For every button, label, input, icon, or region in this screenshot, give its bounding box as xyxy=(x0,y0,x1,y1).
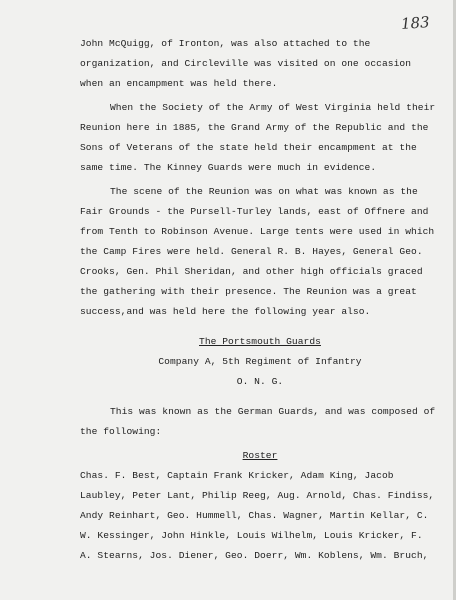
page-number: 183 xyxy=(400,13,431,33)
roster-intro: This was known as the German Guards, and was composed of the following: xyxy=(80,406,436,437)
company-line: Company A, 5th Regiment of Infantry xyxy=(158,356,362,367)
section-title xyxy=(80,332,440,352)
org-line: O. N. G. xyxy=(236,376,284,387)
roster-heading-text: Roster xyxy=(242,450,278,461)
section-title-text: The Portsmouth Guards xyxy=(199,336,321,347)
roster-heading xyxy=(80,446,440,466)
paragraph-2: When the Society of the Army of West Virginia held their Reunion here in 1885, the Grand Army of the Republic and the Sons of Veterans of the state held their encampment at the same time. The Kinney Guards were much in evidence. xyxy=(80,102,436,173)
document-body xyxy=(80,34,440,566)
paragraph-1: John McQuigg, of Ironton, was also attached to the organization, and Circleville was visited on one occasion when an encampment was held there. xyxy=(80,38,412,89)
roster-names: Chas. F. Best, Captain Frank Kricker, Adam King, Jacob Laubley, Peter Lant, Philip Reeg, Aug. Arnold, Chas. Findiss, Andy Reinhart, Geo. Hummell, Chas. Wagner, Martin Kellar, C. W. Kessinger, John Hinkle, Louis Wilhelm, Louis Kricker, F. A. Stearns, Jos. Diener, Geo. Doerr, Wm. Koblens, Wm. Bruch, xyxy=(80,470,435,561)
paragraph-3: The scene of the Reunion was on what was known as the Fair Grounds - the Pursell-Turley lands, east of Offnere and from Tenth to Robinson Avenue. Large tents were used in which the Camp Fires were held. General R. B. Hayes, General Geo. Crooks, Gen. Phil Sheridan, and other high officials graced the gathering with their presence. The Reunion was a great success,and was held here the following year also. xyxy=(80,186,435,317)
